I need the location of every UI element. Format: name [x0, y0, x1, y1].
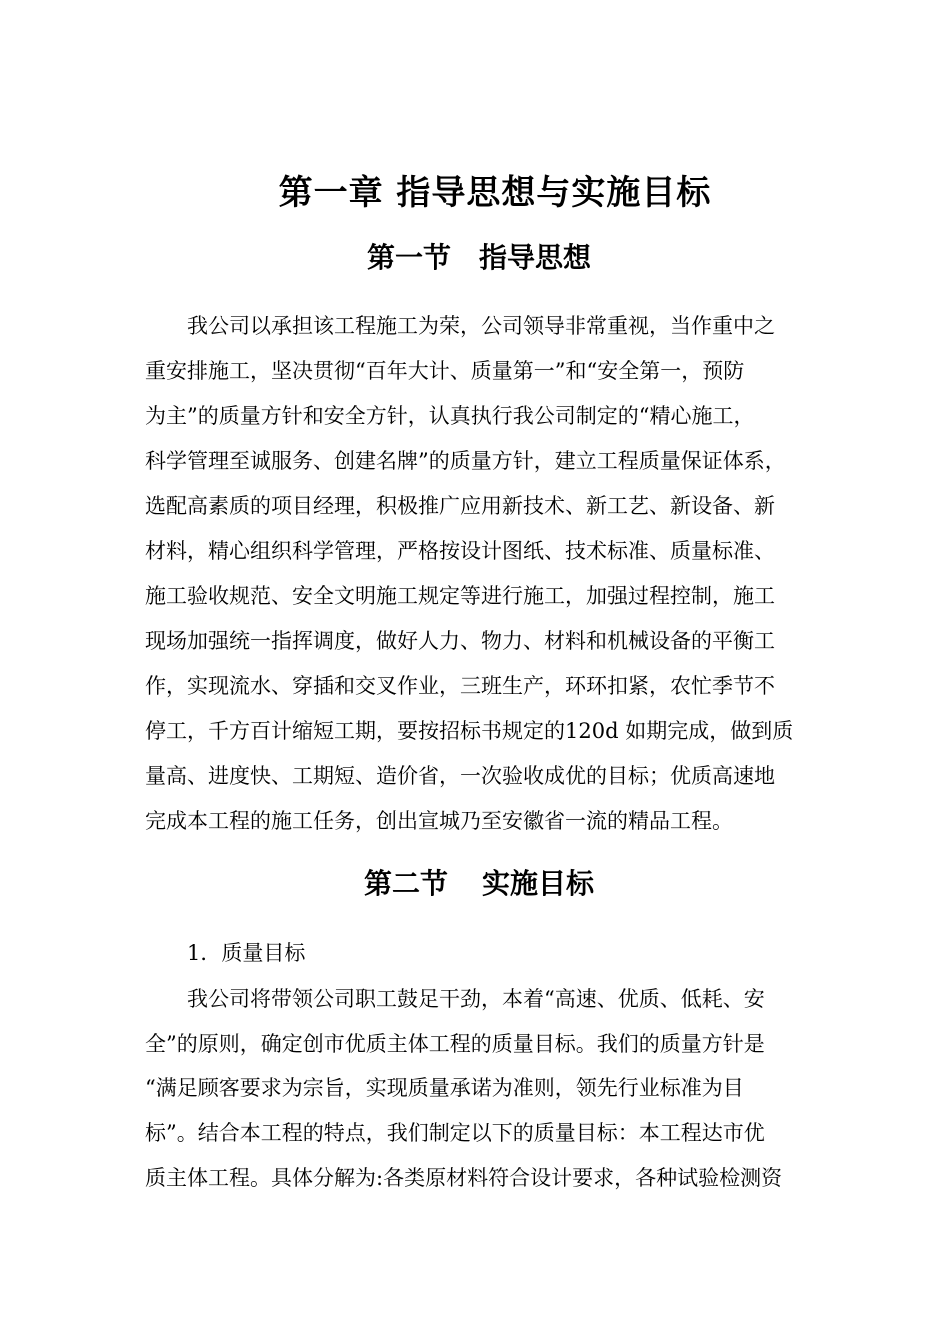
section-1-paragraph-line: 科学管理至诚服务、创建名牌”的质量方针，建立工程质量保证体系，	[145, 449, 786, 473]
section-2-paragraph-line: “满足顾客要求为宗旨，实现质量承诺为准则，领先行业标准为目	[145, 1076, 744, 1100]
chapter-number: 第一章	[278, 173, 384, 213]
section-1-paragraph-line: 完成本工程的施工任务，创出宣城乃至安徽省一流的精品工程。	[145, 809, 733, 833]
section-1-paragraph-line: 重安排施工，坚决贯彻“百年大计、质量第一”和“安全第一，预防	[145, 359, 745, 383]
section-2-subheading: 1．质量目标	[187, 941, 306, 965]
chapter-title	[0, 168, 950, 218]
section-2-paragraph-line: 标”。结合本工程的特点，我们制定以下的质量目标：本工程达市优	[145, 1121, 765, 1145]
section-heading-1	[0, 238, 950, 278]
chapter-name: 指导思想与实施目标	[396, 173, 712, 213]
section-1-paragraph-line: 量高、进度快、工期短、造价省，一次验收成优的目标；优质高速地	[145, 764, 775, 788]
section-2-name: 实施目标	[482, 867, 595, 900]
section-2-label: 第二节	[363, 867, 448, 900]
section-1-paragraph-line: 选配高素质的项目经理，积极推广应用新技术、新工艺、新设备、新	[145, 494, 775, 518]
section-1-name: 指导思想	[479, 241, 592, 274]
section-1-paragraph-line: 施工验收规范、安全文明施工规定等进行施工，加强过程控制，施工	[145, 584, 775, 608]
section-2-paragraph-line: 我公司将带领公司职工鼓足干劲，本着“高速、优质、低耗、安	[187, 987, 765, 1011]
section-1-paragraph-line: 现场加强统一指挥调度，做好人力、物力、材料和机械设备的平衡工	[145, 629, 775, 653]
section-1-paragraph-line: 作，实现流水、穿插和交叉作业，三班生产，环环扣紧，农忙季节不	[145, 674, 775, 698]
section-1-label: 第一节	[366, 241, 451, 274]
section-2-paragraph-line: 质主体工程。具体分解为:各类原材料符合设计要求，各种试验检测资	[145, 1166, 783, 1190]
section-1-paragraph-line: 我公司以承担该工程施工为荣，公司领导非常重视，当作重中之	[187, 314, 775, 338]
section-1-paragraph-line: 材料，精心组织科学管理，严格按设计图纸、技术标准、质量标准、	[145, 539, 775, 563]
section-heading-2	[0, 864, 950, 904]
section-1-paragraph-line: 停工，千方百计缩短工期，要按招标书规定的120d 如期完成，做到质	[145, 719, 794, 743]
section-1-paragraph-line: 为主”的质量方针和安全方针，认真执行我公司制定的“精心施工，	[145, 404, 755, 428]
section-2-paragraph-line: 全”的原则，确定创市优质主体工程的质量目标。我们的质量方针是	[145, 1032, 765, 1056]
